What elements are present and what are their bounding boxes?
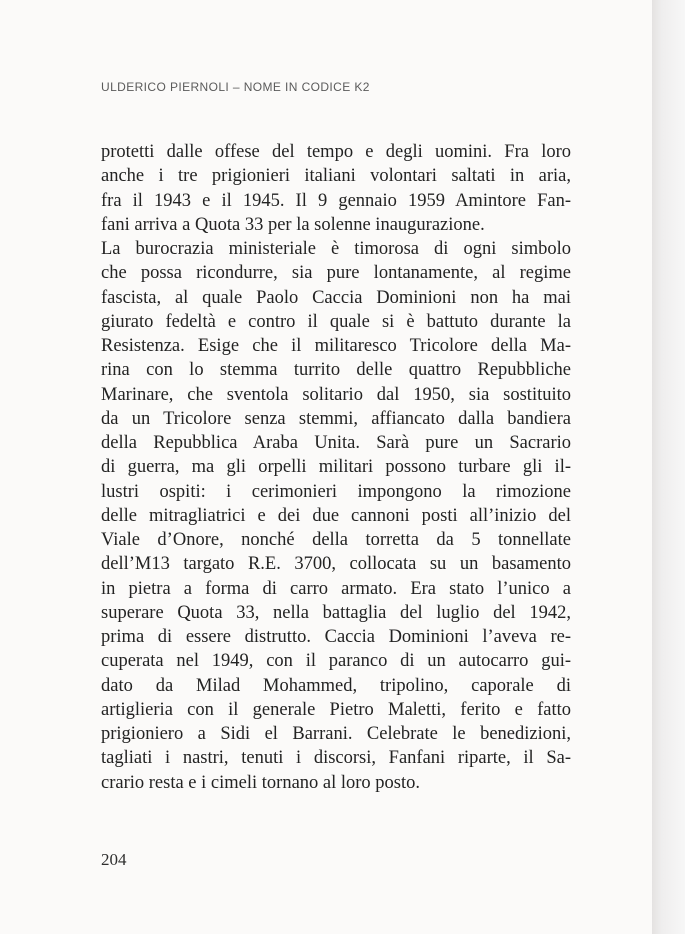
text-line: Viale d’Onore, nonché della torretta da 5 tonnellate [101, 530, 571, 550]
text-line: Resistenza. Esige che il militaresco Tricolore della Ma- [101, 336, 571, 356]
text-line: Marinare, che sventola solitario dal 1950, sia sostituito [101, 384, 571, 405]
text-line: che possa ricondurre, sia pure lontanamente, al regime [101, 263, 571, 284]
text-line: fani arriva a Quota 33 per la solenne inaugurazione. [101, 214, 485, 235]
text-line: della Repubblica Araba Unita. Sarà pure un Sacrario [101, 433, 571, 453]
text-line: cuperata nel 1949, con il paranco di un autocarro gui- [101, 651, 571, 672]
text-line: prima di essere distrutto. Caccia Dominioni l’aveva re- [101, 627, 571, 647]
text-line: crario resta e i cimeli tornano al loro posto. [101, 772, 421, 793]
text-line: rina con lo stemma turrito delle quattro Repubbliche [101, 360, 571, 381]
adjacent-page-edge [652, 0, 685, 934]
text-line: delle mitragliatrici e dei due cannoni posti all’inizio del [101, 505, 571, 526]
page-number: 204 [101, 850, 127, 869]
text-line: dell’M13 targato R.E. 3700, collocata su un basamento [101, 554, 571, 575]
text-line: lustri ospiti: i cerimonieri impongono la rimozione [101, 481, 571, 502]
text-line: in pietra a forma di carro armato. Era stato l’unico a [101, 578, 571, 599]
body-paragraph [101, 140, 571, 795]
text-line: protetti dalle offese del tempo e degli uomini. Fra loro [101, 142, 571, 162]
text-line: dato da Milad Mohammed, tripolino, caporale di [101, 675, 571, 696]
text-line: prigioniero a Sidi el Barrani. Celebrate le benedizioni, [101, 724, 571, 744]
text-line: da un Tricolore senza stemmi, affiancato dalla bandiera [101, 408, 571, 429]
text-line: fra il 1943 e il 1945. Il 9 gennaio 1959 Amintore Fan- [101, 190, 571, 211]
text-line: di guerra, ma gli orpelli militari possono turbare gli il- [101, 457, 571, 478]
text-line: giurato fedeltà e contro il quale si è battuto durante la [101, 311, 571, 332]
text-line: artiglieria con il generale Pietro Maletti, ferito e fatto [101, 699, 571, 720]
text-line: anche i tre prigionieri italiani volontari saltati in aria, [101, 166, 571, 187]
text-line: La burocrazia ministeriale è timorosa di ogni simbolo [101, 239, 571, 259]
running-head: ULDERICO PIERNOLI – NOME IN CODICE K2 [101, 80, 370, 94]
text-line: tagliati i nastri, tenuti i discorsi, Fanfani riparte, il Sa- [101, 748, 571, 769]
text-line: fascista, al quale Paolo Caccia Dominioni non ha mai [101, 287, 571, 308]
text-line: superare Quota 33, nella battaglia del luglio del 1942, [101, 602, 571, 623]
